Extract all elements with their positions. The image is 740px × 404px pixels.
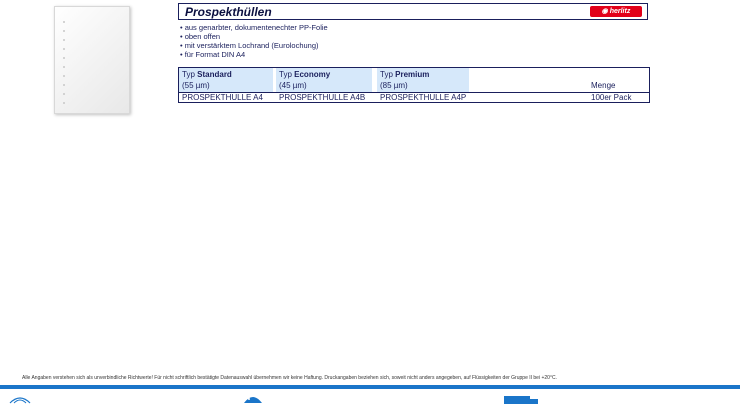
feature-item: • oben offen bbox=[180, 32, 328, 41]
feature-item: • aus genarbter, dokumentenechter PP-Folie bbox=[180, 23, 328, 32]
sku-economy: PROSPEKTHULLE A4B bbox=[279, 93, 366, 102]
footer-accent-bar bbox=[0, 385, 740, 389]
type-name: Premium bbox=[395, 70, 430, 79]
sheet-protector-illustration bbox=[54, 6, 130, 114]
type-thickness: (85 µm) bbox=[380, 81, 408, 90]
punch-holes bbox=[63, 21, 66, 111]
product-header bbox=[178, 3, 648, 20]
type-name: Economy bbox=[294, 70, 331, 79]
type-prefix: Typ bbox=[182, 70, 195, 79]
product-title: Prospekthüllen bbox=[185, 5, 272, 19]
product-image bbox=[50, 4, 134, 116]
feature-item: • mit verstärktem Lochrand (Eurolochung) bbox=[180, 41, 328, 50]
globe-icon bbox=[240, 393, 266, 404]
product-table bbox=[178, 67, 650, 103]
column-economy bbox=[276, 68, 372, 92]
wave-icon bbox=[8, 393, 32, 404]
column-premium bbox=[377, 68, 469, 92]
truck-icon bbox=[500, 393, 540, 404]
logo-icon: ◉ bbox=[601, 8, 610, 15]
herlitz-logo bbox=[590, 6, 642, 17]
column-standard bbox=[179, 68, 273, 92]
quantity-header: Menge bbox=[591, 81, 616, 90]
type-prefix: Typ bbox=[380, 70, 393, 79]
disclaimer-text: Alle Angaben verstehen sich als unverbindliche Richtwerte! Für nicht schriftlich bestätigte Datenauswahl übernehmen wir keine Haftung. Druckangaben beziehen sich, soweit nicht anders angegeben, auf Flüssigkeiten der Gruppe II bei +20°C. bbox=[22, 375, 557, 381]
sku-standard: PROSPEKTHULLE A4 bbox=[182, 93, 263, 102]
feature-item: • für Format DIN A4 bbox=[180, 50, 328, 59]
feature-list bbox=[180, 23, 328, 59]
type-thickness: (55 µm) bbox=[182, 81, 210, 90]
type-thickness: (45 µm) bbox=[279, 81, 307, 90]
type-prefix: Typ bbox=[279, 70, 292, 79]
quantity-value: 100er Pack bbox=[591, 93, 632, 102]
type-name: Standard bbox=[197, 70, 232, 79]
logo-text: herlitz bbox=[609, 8, 631, 15]
sku-premium: PROSPEKTHULLE A4P bbox=[380, 93, 467, 102]
